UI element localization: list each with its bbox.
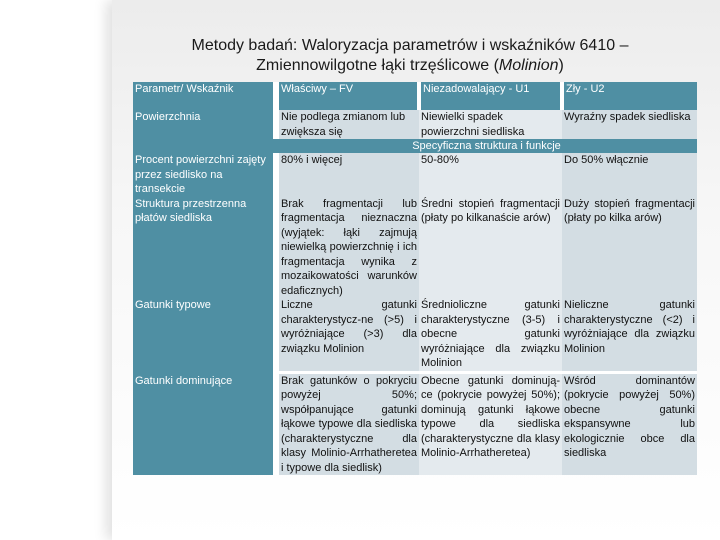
- row-u2: Duży stopień fragmentacji (płaty po kilka arów): [562, 197, 697, 299]
- title-line-1: Metody badań: Waloryzacja parametrów i wskaźników 6410 –: [191, 37, 629, 54]
- header-u1: Niezadowalający - U1: [419, 82, 562, 110]
- title-line-2-suffix: ): [558, 57, 564, 74]
- slide-title: [140, 36, 680, 76]
- title-line-2-prefix: Zmiennowilgotne łąki trzęślicowe (: [256, 57, 499, 74]
- row-parameter: Powierzchnia: [133, 110, 276, 139]
- row-fv: Brak gatunków o pokryciu powyżej 50%; współpanujące gatunki łąkowe typowe dla siedliska (charakterystyczne dla klasy Molinio-Arrhatheretea i typowe dla siedlisk): [276, 374, 419, 476]
- row-fv: Liczne gatunki charakterystycz-ne (>5) i wyróżniające (>3) dla związku Molinion: [276, 298, 419, 371]
- table-row: [133, 374, 697, 476]
- row-parameter: Procent powierzchni zajęty przez siedlisko na transekcie: [133, 153, 276, 197]
- section-row: [133, 139, 697, 153]
- header-parameter: Parametr/ Wskaźnik: [133, 82, 276, 110]
- table-header-row: [133, 82, 697, 110]
- row-fv: Brak fragmentacji lub fragmentacja nieznaczna (wyjątek: łąki zajmują niewielką powierzchnię i ich fragmentacja wynika z mozaikowatości warunków edaficznych): [276, 197, 419, 299]
- row-u1: Niewielki spadek powierzchni siedliska: [419, 110, 562, 139]
- header-u2: Zły - U2: [562, 82, 697, 110]
- table-row: [133, 153, 697, 197]
- title-line-2: [140, 56, 680, 76]
- row-fv: 80% i więcej: [276, 153, 419, 197]
- valuation-table: [133, 82, 697, 475]
- row-u1: Obecne gatunki dominują-ce (pokrycie powyżej 50%); dominują gatunki łąkowe typowe dla siedliska (charakterystyczne dla klasy Molinio-Arrhatheretea): [419, 374, 562, 476]
- section-label: Specyficzna struktura i funkcje: [276, 139, 697, 153]
- table-row: [133, 197, 697, 299]
- row-u2: Nieliczne gatunki charakterystyczne (<2) i wyróżniające dla związku Molinion: [562, 298, 697, 371]
- row-u2: Wśród dominantów (pokrycie powyżej 50%) obecne gatunki ekspansywne lub ekologicznie obce dla siedliska: [562, 374, 697, 476]
- row-u1: Średni stopień fragmentacji (płaty po kilkanaście arów): [419, 197, 562, 299]
- table-row: [133, 110, 697, 139]
- row-parameter: Gatunki typowe: [133, 298, 276, 371]
- row-fv: Nie podlega zmianom lub zwiększa się: [276, 110, 419, 139]
- header-fv: Właściwy – FV: [276, 82, 419, 110]
- row-u1: Średnioliczne gatunki charakterystyczne (3-5) i obecne gatunki wyróżniające dla związku Molinion: [421, 299, 560, 369]
- row-u2: Wyraźny spadek siedliska: [562, 110, 697, 139]
- row-u1: 50-80%: [419, 153, 562, 197]
- row-parameter: Struktura przestrzenna płatów siedliska: [133, 197, 276, 299]
- table-row: [133, 298, 697, 371]
- row-u2: Do 50% włącznie: [562, 153, 697, 197]
- title-line-2-italic: Molinion: [498, 57, 559, 74]
- row-parameter: Gatunki dominujące: [133, 374, 276, 476]
